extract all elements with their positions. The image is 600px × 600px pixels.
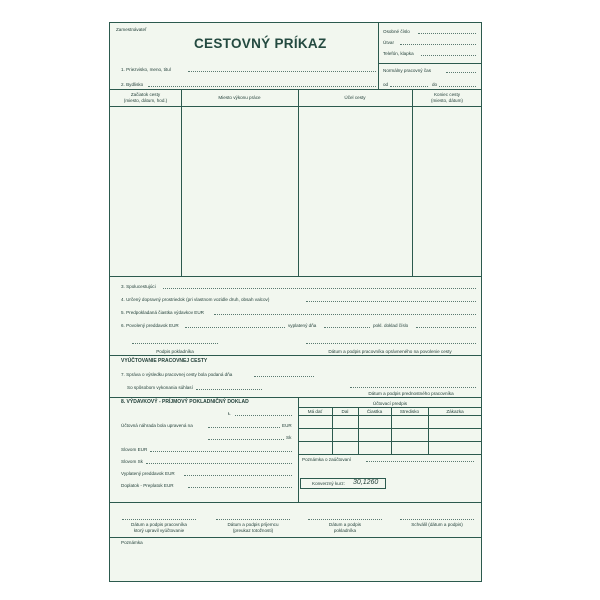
words-eur-field[interactable] xyxy=(150,451,292,452)
col-start-title: Začiatok cesty xyxy=(130,92,161,97)
note-area[interactable] xyxy=(111,547,481,581)
signature-4-line1: Schválil (dátum a podpis) xyxy=(411,522,463,527)
paid-advance-label: Vyplatený preddavok EUR xyxy=(121,471,175,476)
cashier-doc-field[interactable] xyxy=(416,327,476,328)
transport-label: 4. Určený dopravný prostriedok (pri vlastnom vozidle druh, obsah valcov) xyxy=(121,297,270,302)
settlement-sk-field[interactable] xyxy=(208,439,284,440)
normal-time-field[interactable] xyxy=(446,72,476,73)
time-to-field[interactable] xyxy=(439,86,476,87)
personal-number-field[interactable] xyxy=(418,33,476,34)
sk-amount-field[interactable] xyxy=(235,415,292,416)
cashier-signature-line[interactable] xyxy=(132,343,218,344)
cashier-doc-label: pokl. doklad číslo xyxy=(373,323,409,328)
col-end-title: Koniec cesty xyxy=(433,92,461,97)
companions-label: 3. Spolucestujúci xyxy=(121,284,156,289)
signature-line-2[interactable] xyxy=(216,519,290,520)
note-label: Poznámka xyxy=(121,540,143,545)
approver-signature-label: Dátum a podpis pracovníka oprávneného na povolenie cesty xyxy=(328,349,452,354)
name-label: 1. Priezvisko, meno, titul xyxy=(121,67,171,72)
report-date-field[interactable] xyxy=(254,376,314,377)
col-credit: Dal xyxy=(341,409,349,414)
end-cell[interactable] xyxy=(413,107,481,275)
page-title: CESTOVNÝ PRÍKAZ xyxy=(194,36,327,51)
name-field[interactable] xyxy=(188,71,376,72)
accounting-note-label: Poznámka o zaúčtovaní xyxy=(302,457,352,462)
words-eur-label: Slovom EUR xyxy=(121,447,148,452)
paid-advance-field[interactable] xyxy=(184,475,292,476)
time-from-field[interactable] xyxy=(390,86,428,87)
accounting-title: Účtovací predpis xyxy=(372,401,408,406)
residence-field[interactable] xyxy=(148,86,376,87)
col-order: Zákazka xyxy=(446,409,464,414)
signature-1-line1: Dátum a podpis pracovníka xyxy=(131,522,187,527)
advance-field[interactable] xyxy=(185,327,285,328)
report-label: 7. Správa o výsledku pracovnej cesty bola podaná dňa xyxy=(121,372,233,377)
conversion-rate-label: Konverzný kurz: xyxy=(312,481,345,486)
approver-signature-line[interactable] xyxy=(306,343,476,344)
col-workplace-title: Miesto výkonu práce xyxy=(218,95,261,100)
col-purpose-title: Účel cesty xyxy=(344,95,366,100)
to-label: do xyxy=(432,82,438,87)
settlement-eur-field[interactable] xyxy=(208,427,280,428)
phone-field[interactable] xyxy=(421,55,476,56)
signature-3-line1: Dátum a podpis xyxy=(328,522,362,527)
unit-label: Útvar xyxy=(383,40,394,45)
agreed-field[interactable] xyxy=(196,389,262,390)
unit-field[interactable] xyxy=(400,44,476,45)
cashier-signature-label: Podpis pokladníka xyxy=(156,349,194,354)
signature-3-line2: pokladníka xyxy=(333,528,357,533)
signature-2-line2: (preukaz totožnosti) xyxy=(232,528,274,533)
signature-2-line1: Dátum a podpis príjemcu xyxy=(227,522,279,527)
signature-line-3[interactable] xyxy=(308,519,382,520)
words-sk-label: Slovom Sk xyxy=(121,459,143,464)
col-debit: Má dať xyxy=(307,409,323,414)
residence-label: 2. Bydlisko xyxy=(121,82,144,87)
expected-expenses-label: 5. Predpokladaná čiastka výdavkov EUR xyxy=(121,310,204,315)
surcharge-label: Doplatok - Preplatok EUR xyxy=(121,483,174,488)
from-label: od xyxy=(383,82,389,87)
accounting-note-field[interactable] xyxy=(366,461,474,462)
col-amount: Čiastka xyxy=(366,409,383,414)
transport-field[interactable] xyxy=(306,301,476,302)
signature-1-line2: ktorý upravil vyúčtovanie xyxy=(133,528,185,533)
billing-title: VYÚČTOVANIE PRACOVNEJ CESTY xyxy=(121,358,208,364)
supervisor-signature-line[interactable] xyxy=(350,387,476,388)
phone-label: Telefón, klapka xyxy=(383,51,414,56)
purpose-cell[interactable] xyxy=(299,107,411,275)
paid-on-field[interactable] xyxy=(324,327,370,328)
col-end-sub: (miesto, dátum) xyxy=(431,98,463,103)
normal-time-label: Normálny pracovný čas xyxy=(383,68,431,73)
settlement-label: Účtovná náhrada bola upravená na xyxy=(121,423,193,428)
employer-label: Zamestnávateľ xyxy=(116,27,147,32)
agreed-label: So spôsobom vykonania súhlasí xyxy=(127,385,193,390)
sk-sign: Ł xyxy=(228,411,231,416)
travel-order-form xyxy=(109,22,482,582)
supervisor-signature-label: Dátum a podpis prednostného pracovníka xyxy=(368,391,454,396)
signature-line-4[interactable] xyxy=(400,519,474,520)
surcharge-field[interactable] xyxy=(188,487,292,488)
companions-field[interactable] xyxy=(163,288,476,289)
advance-label: 6. Povolený preddavok EUR xyxy=(121,323,179,328)
settlement-eur-unit: EUR xyxy=(282,423,292,428)
col-start-sub: (miesto, dátum, hod.) xyxy=(123,98,168,103)
settlement-sk-unit: Sk xyxy=(286,435,292,440)
conversion-rate-value: 30,1260 xyxy=(353,479,379,486)
cash-doc-title: 8. VÝDAVKOVÝ - PRÍJMOVÝ POKLADNIČNÝ DOKLAD xyxy=(121,399,249,405)
start-cell[interactable] xyxy=(111,107,180,275)
signature-line-1[interactable] xyxy=(122,519,196,520)
words-sk-field[interactable] xyxy=(146,463,292,464)
col-cost-center: Stredisko xyxy=(399,409,420,414)
workplace-cell[interactable] xyxy=(182,107,297,275)
paid-on-label: vyplatený dňa xyxy=(288,323,317,328)
personal-number-label: Osobné číslo xyxy=(383,29,410,34)
expected-expenses-field[interactable] xyxy=(214,314,476,315)
